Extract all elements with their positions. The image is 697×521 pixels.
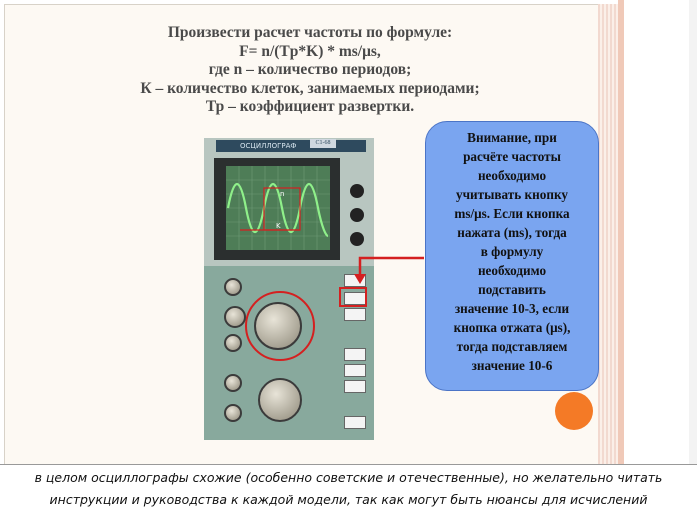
callout-line: Внимание, при — [467, 130, 557, 145]
marker-k: K — [276, 222, 281, 230]
callout-line: тогда подставляем — [456, 339, 568, 354]
callout-line: необходимо — [477, 263, 547, 278]
callout-text — [426, 128, 598, 375]
callout-line: учитывать кнопку — [456, 187, 568, 202]
marker-n: n — [280, 190, 285, 198]
heading-line: Тр – коэффициент развертки. — [205, 98, 415, 116]
callout-line: значение 10-6 — [471, 358, 553, 373]
callout-line: нажата (ms), тогда — [457, 225, 567, 240]
callout-line: кнопка отжата (μs), — [453, 320, 571, 335]
callout-line: ms/μs. Если кнопка — [454, 206, 570, 221]
orange-circle-decoration — [555, 392, 593, 430]
heading-line: К – количество клеток, занимаемых периодами; — [140, 79, 480, 97]
callout-line: в формулу — [480, 244, 544, 259]
callout-line: подставить — [478, 282, 546, 297]
footer-line: инструкции и руководства к каждой модели, так как могут быть нюансы для исчислений — [49, 492, 648, 507]
callout-line: расчёте частоты — [463, 149, 561, 164]
footer-text — [0, 467, 697, 511]
warning-callout — [425, 121, 599, 391]
heading-line: где n – количество периодов; — [208, 61, 412, 79]
oscilloscope-model: С1-68 — [310, 139, 336, 148]
heading-line: Произвести расчет частоты по формуле: — [167, 24, 453, 41]
callout-line: значение 10-3, если — [454, 301, 570, 316]
oscilloscope-brand: ОСЦИЛЛОГРАФ — [240, 142, 297, 150]
callout-line: необходимо — [477, 168, 547, 183]
arrow-head — [354, 274, 366, 284]
footer-caption — [0, 464, 697, 521]
formula-line: F= n/(Tp*K) * ms/μs, — [239, 42, 381, 60]
footer-line: в целом осциллографы схожие (особенно советские и отечественные), но желательно читать — [34, 470, 663, 485]
